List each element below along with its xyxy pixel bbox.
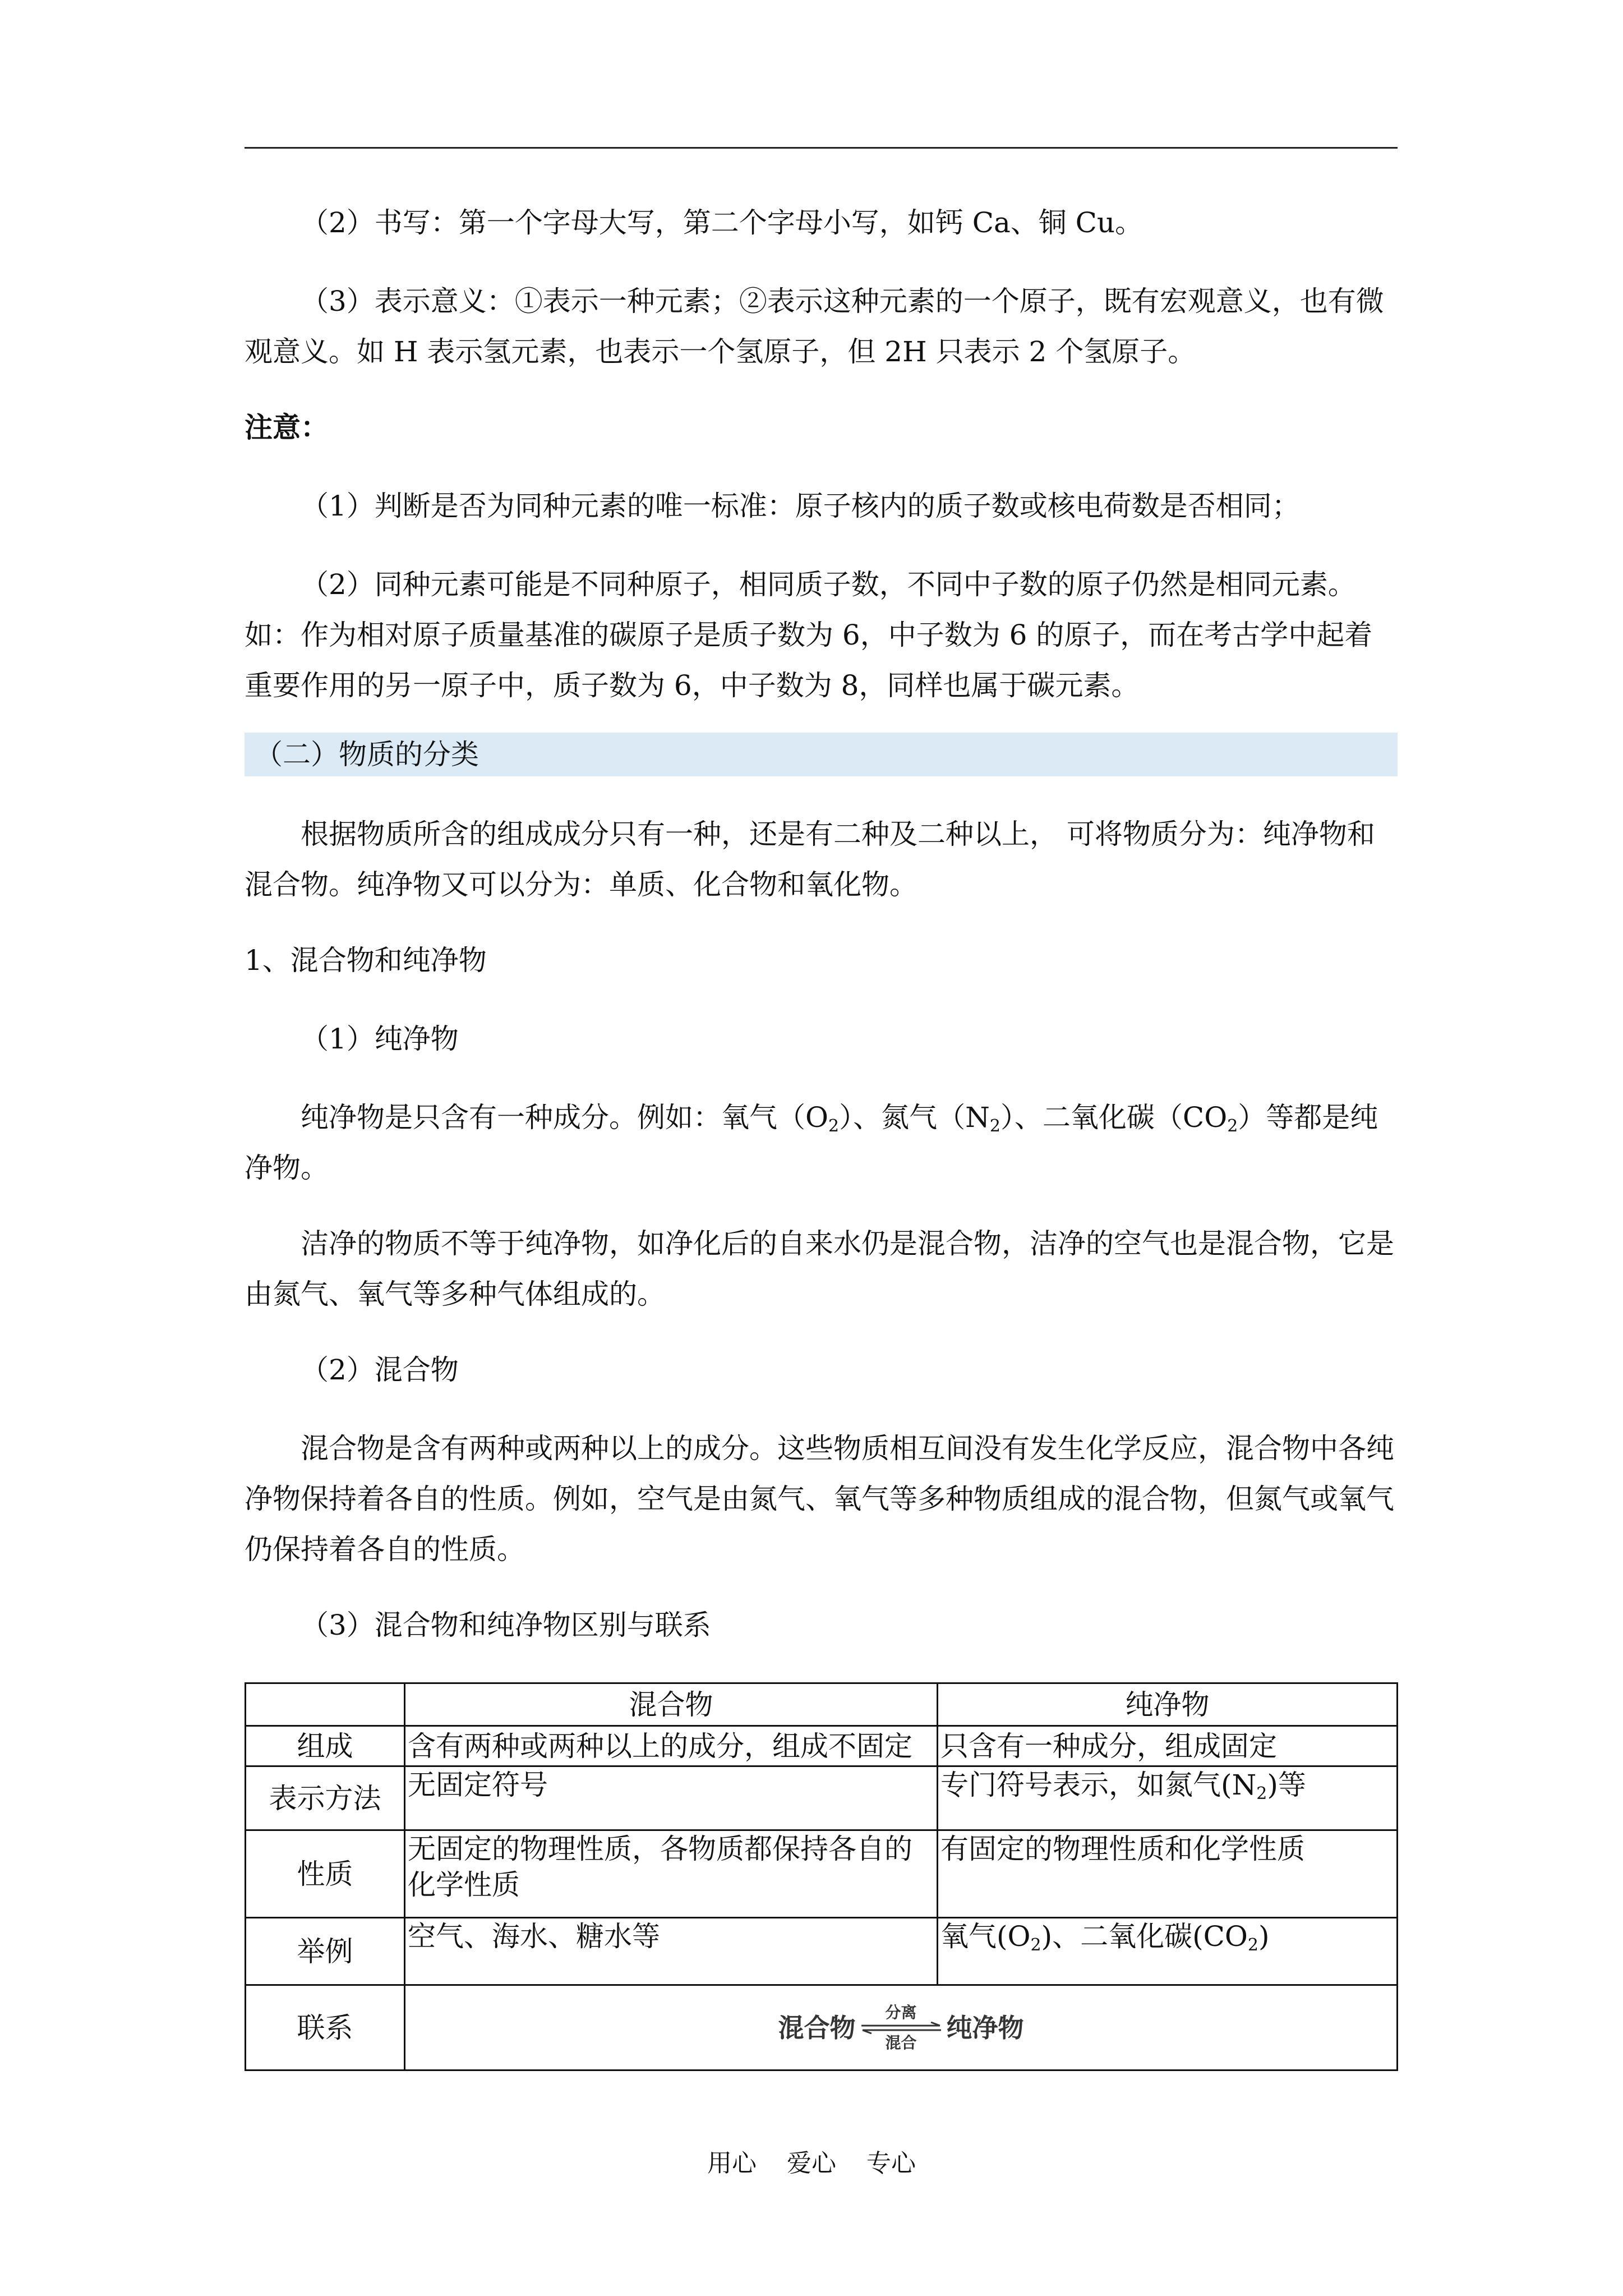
pure-cell: 有固定的物理性质和化学性质 — [938, 1830, 1398, 1918]
paragraph-pure-definition: 纯净物是只含有一种成分。例如：氧气$(O_2)$、氮气$(N_2)$、二氧化碳$(CO_2)$等都是纯净物。 — [245, 1101, 1378, 1184]
mixture-cell: 空气、海水、糖水等 — [405, 1918, 938, 1985]
table-corner-cell — [246, 1683, 405, 1726]
table-header-pure: 纯净物 — [938, 1683, 1398, 1726]
header-rule — [245, 147, 1398, 149]
relation-diagram — [778, 2004, 1024, 2052]
mix-label: 混合 — [885, 2033, 917, 2052]
table-row — [246, 1985, 1398, 2070]
double-arrow-icon — [859, 2022, 943, 2034]
heading-difference: （3）混合物和纯净物区别与联系 — [301, 1609, 711, 1641]
paragraph-mixture-definition: 混合物是含有两种或两种以上的成分。这些物质相互间没有发生化学反应，混合物中各纯净物保持着各自的性质。例如，空气是由氮气、氧气等多种物质组成的混合物，但氮气或氧气仍保持着各自的性质。 — [245, 1432, 1394, 1566]
table-header-row — [246, 1683, 1398, 1726]
paragraph-clean-not-pure: 洁净的物质不等于纯净物，如净化后的自来水仍是混合物，洁净的空气也是混合物，它是由氮气、氧气等多种气体组成的。 — [245, 1227, 1394, 1310]
pure-cell: 氧气$(O_2)$、二氧化碳$(CO_2)$ — [938, 1918, 1398, 1985]
table-header-mixture: 混合物 — [405, 1683, 938, 1726]
paragraph-meaning: （3）表示意义：①表示一种元素；②表示这种元素的一个原子，既有宏观意义，也有微观意义。如 H 表示氢元素，也表示一个氢原子，但 2H 只表示 2 个氢原子。 — [245, 285, 1384, 368]
pure-cell: 专门符号表示，如氮气$(N_2)$等 — [938, 1766, 1398, 1830]
section-heading-classification: （二）物质的分类 — [245, 733, 1398, 776]
row-label: 表示方法 — [246, 1766, 405, 1830]
paragraph-note-2: （2）同种元素可能是不同种原子，相同质子数，不同中子数的原子仍然是相同元素。如：作为相对原子质量基准的碳原子是质子数为 6，中子数为 6 的原子，而在考古学中起着重要作用的另一原子中，质子数为 6，中子数为 8，同样也属于碳元素。 — [245, 568, 1373, 702]
row-label: 举例 — [246, 1918, 405, 1985]
page-footer: 用心 爱心 专心 — [707, 2149, 916, 2178]
table-row — [246, 1830, 1398, 1918]
row-label: 性质 — [246, 1830, 405, 1918]
paragraph-classification: 根据物质所含的组成成分只有一种，还是有二种及二种以上， 可将物质分为：纯净物和混合物。纯净物又可以分为：单质、化合物和氧化物。 — [245, 818, 1375, 901]
relation-right-label: 纯净物 — [946, 2012, 1024, 2043]
mixture-cell: 无固定符号 — [405, 1766, 938, 1830]
mixture-cell: 含有两种或两种以上的成分，组成不固定 — [405, 1726, 938, 1766]
table-row — [246, 1766, 1398, 1830]
separate-label: 分离 — [885, 2003, 917, 2022]
table-row — [246, 1726, 1398, 1766]
heading-mixture: （2）混合物 — [301, 1354, 459, 1386]
mixture-cell: 无固定的物理性质，各物质都保持各自的化学性质 — [405, 1830, 938, 1918]
paragraph-note-1: （1）判断是否为同种元素的唯一标准：原子核内的质子数或核电荷数是否相同； — [301, 490, 1300, 522]
heading-pure: （1）纯净物 — [301, 1023, 459, 1055]
heading-mixture-pure: 1、混合物和纯净物 — [245, 944, 487, 977]
paragraph-writing: （2）书写：第一个字母大写，第二个字母小写，如钙 Ca、铜 Cu。 — [301, 206, 1144, 239]
relation-left-label: 混合物 — [778, 2012, 856, 2043]
row-label: 组成 — [246, 1726, 405, 1766]
reversible-arrow — [859, 2004, 943, 2052]
pure-cell: 只含有一种成分，组成固定 — [938, 1726, 1398, 1766]
comparison-table — [245, 1682, 1398, 2071]
relation-cell — [405, 1985, 1398, 2070]
table-row — [246, 1918, 1398, 1985]
row-label: 联系 — [246, 1985, 405, 2070]
note-heading: 注意： — [245, 411, 329, 444]
